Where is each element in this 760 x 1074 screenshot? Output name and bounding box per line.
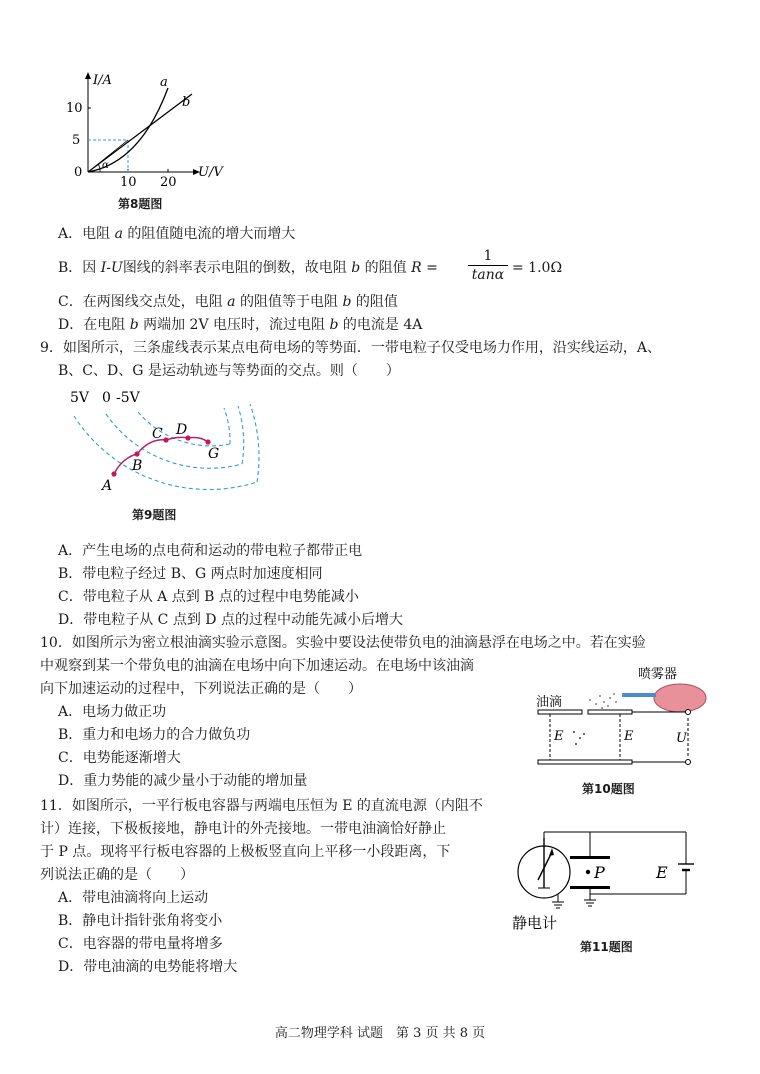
q11-option-b: B．静电计指针张角将变小	[58, 913, 223, 929]
q11-stem-line2: 计）连接，下极板接地，静电计的外壳接地。一带电油滴恰好静止	[40, 821, 446, 837]
q9-option-d: D．带电粒子从 C 点到 D 点的过程中动能先减小后增大	[58, 612, 403, 628]
q9-option-a: A．产生电场的点电荷和运动的带电粒子都带正电	[58, 543, 363, 559]
q8-fraction-value: = 1.0Ω	[512, 260, 563, 276]
angle-alpha: α	[102, 160, 109, 171]
figure-11-circuit	[508, 828, 708, 934]
label-sprayer: 喷雾器	[638, 667, 678, 682]
q9-option-b: B．带电粒子经过 B、G 两点时加速度相同	[58, 566, 323, 582]
x-axis-label: U/V	[198, 165, 223, 180]
q11-option-c: C．电容器的带电量将增多	[58, 936, 223, 952]
label-e-left: E	[554, 729, 564, 744]
q10-option-a: A．电场力做正功	[58, 704, 167, 720]
q11-stem-line3: 于 P 点。现将平行板电容器的上极板竖直向上平移一小段距离，下	[40, 844, 451, 860]
q11-stem-line1: 11．如图所示，一平行板电容器与两端电压恒为 E 的直流电源（内阻不	[40, 798, 483, 814]
q10-option-b: B．重力和电场力的合力做负功	[58, 727, 251, 743]
label-electroscope: 静电计	[512, 914, 558, 932]
q10-option-d: D．重力势能的减少量小于动能的增加量	[58, 773, 308, 789]
label-u: U	[676, 731, 687, 746]
label-minus5v: -5V	[116, 390, 140, 406]
figure-10-millikan	[530, 662, 710, 774]
label-5v: 5V	[70, 390, 90, 406]
figure-8-caption: 第8题图	[118, 197, 163, 211]
point-g: G	[208, 446, 220, 462]
label-0v: 0	[102, 390, 111, 406]
q11-stem-line4: 列说法正确的是（ ）	[40, 867, 194, 883]
label-p: P	[594, 863, 605, 882]
figure-10-caption: 第10题图	[582, 782, 635, 796]
q10-stem-line2: 中观察到某一个带负电的油滴在电场中向下加速运动。在电场中该油滴	[40, 658, 474, 674]
q10-stem-line3: 向下加速运动的过程中，下列说法正确的是（ ）	[40, 681, 362, 697]
q11-option-d: D．带电油滴的电势能将增大	[58, 959, 238, 975]
x-tick-10: 10	[120, 175, 137, 188]
page-footer: 高二物理学科 试题 第 3 页 共 8 页	[274, 1026, 486, 1041]
figure-8-iu-graph	[60, 68, 230, 188]
label-e: E	[656, 863, 668, 882]
curve-a	[88, 88, 168, 172]
label-e-right: E	[624, 729, 634, 744]
point-b: B	[132, 458, 143, 474]
y-axis-label: I/A	[93, 73, 112, 88]
q9-option-c: C．带电粒子从 A 点到 B 点的过程中电势能减小	[58, 589, 359, 605]
x-tick-20: 20	[160, 175, 177, 188]
q8-option-a: A．电阻 a 的阻值随电流的增大而增大	[58, 226, 296, 242]
y-tick-10: 10	[66, 101, 83, 116]
figure-11-caption: 第11题图	[580, 940, 633, 954]
q10-stem-line1: 10．如图所示为密立根油滴实验示意图。实验中要设法使带负电的油滴悬浮在电场之中。若在实验	[40, 635, 646, 651]
q9-stem-line2: B、C、D、G 是运动轨迹与等势面的交点。则（ ）	[58, 363, 400, 379]
q8-fraction: 1 tanα	[468, 247, 508, 284]
q9-stem-line1: 9．如图所示，三条虚线表示某点电荷电场的等势面．一带电粒子仅受电场力作用，沿实线运动，A、	[40, 340, 662, 356]
origin-label: 0	[74, 165, 83, 180]
q10-option-c: C．电势能逐渐增大	[58, 750, 181, 766]
figure-9-caption: 第9题图	[132, 508, 177, 522]
q8-option-d: D．在电阻 b 两端加 2V 电压时，流过电阻 b 的电流是 4A	[58, 317, 423, 333]
point-a: A	[102, 478, 113, 494]
point-d: D	[176, 422, 188, 438]
q8-option-b: B．因 I-U图线的斜率表示电阻的倒数，故电阻 b 的阻值 R =	[58, 260, 438, 276]
point-c: C	[152, 426, 163, 442]
label-oil-drop: 油滴	[536, 695, 563, 710]
curve-a-label: a	[160, 75, 168, 90]
curve-b-label: b	[182, 95, 191, 110]
sprayer-bulb	[654, 684, 706, 712]
trajectory	[114, 437, 208, 474]
q8-option-c: C．在两图线交点处，电阻 a 的阻值等于电阻 b 的阻值	[58, 294, 398, 310]
q11-option-a: A．带电油滴将向上运动	[58, 890, 209, 906]
y-tick-5: 5	[72, 133, 81, 148]
figure-9-equipotential	[62, 386, 262, 498]
